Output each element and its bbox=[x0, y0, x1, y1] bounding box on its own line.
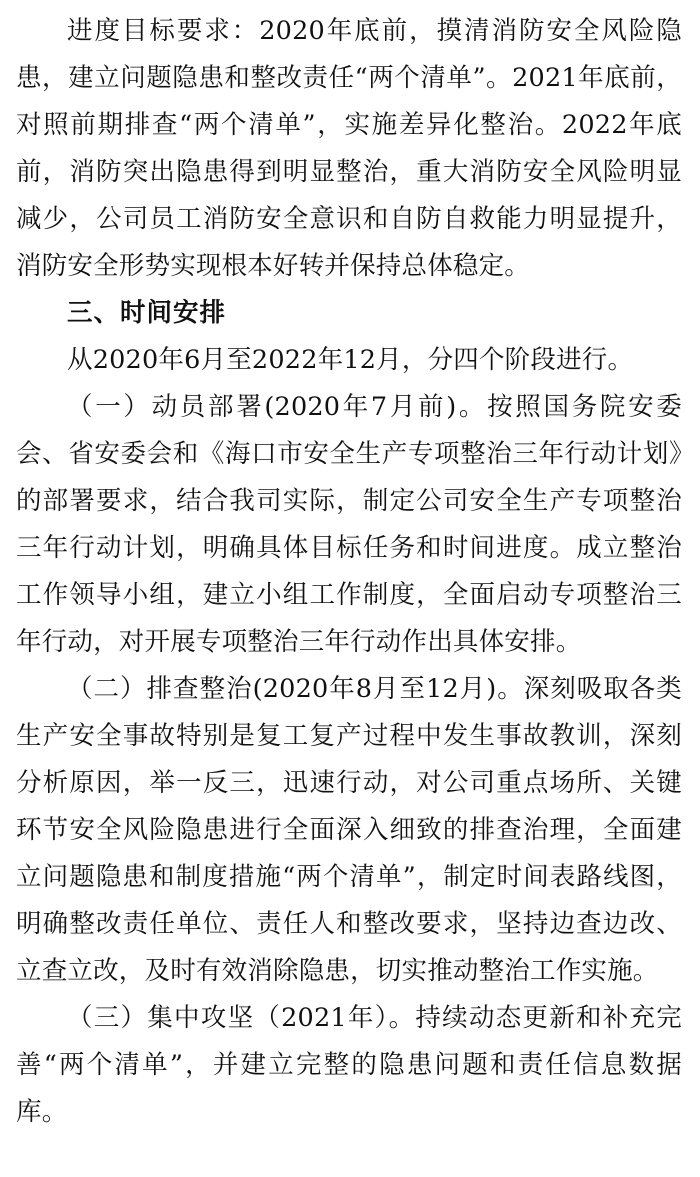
paragraph-stage-two: （二）排查整治(2020年8月至12月)。深刻吸取各类生产安全事故特别是复工复产过程中发生事故教训，深刻分析原因，举一反三，迅速行动，对公司重点场所、关键环节安全风险隐患进行全面深入细致的排查治理，全面建立问题隐患和制度措施“两个清单”，制定时间表路线图，明确整改责任单位、责任人和整改要求，坚持边查边改、立查立改，及时有效消除隐患，切实推动整治工作实施。 bbox=[16, 674, 682, 986]
paragraph-progress-goal: 进度目标要求：2020年底前，摸清消防安全风险隐患，建立问题隐患和整改责任“两个清单”。2021年底前，对照前期排查“两个清单”，实施差异化整治。2022年底前，消防突出隐患得到明显整治，重大消防安全风险明显减少，公司员工消防安全意识和自防自救能力明显提升，消防安全形势实现根本好转并保持总体稳定。 bbox=[16, 16, 682, 281]
paragraph-timeline-overview: 从2020年6月至2022年12月，分四个阶段进行。 bbox=[67, 345, 634, 375]
document-body bbox=[16, 8, 682, 1136]
heading-section-three: 三、时间安排 bbox=[67, 298, 227, 328]
paragraph-stage-one: （一）动员部署(2020年7月前)。按照国务院安委会、省安委会和《海口市安全生产专项整治三年行动计划》的部署要求，结合我司实际，制定公司安全生产专项整治三年行动计划，明确具体目标任务和时间进度。成立整治工作领导小组，建立小组工作制度，全面启动专项整治三年行动，对开展专项整治三年行动作出具体安排。 bbox=[16, 392, 682, 657]
paragraph-stage-three: （三）集中攻坚（2021年）。持续动态更新和补充完善“两个清单”，并建立完整的隐患问题和责任信息数据库。 bbox=[16, 1003, 682, 1127]
